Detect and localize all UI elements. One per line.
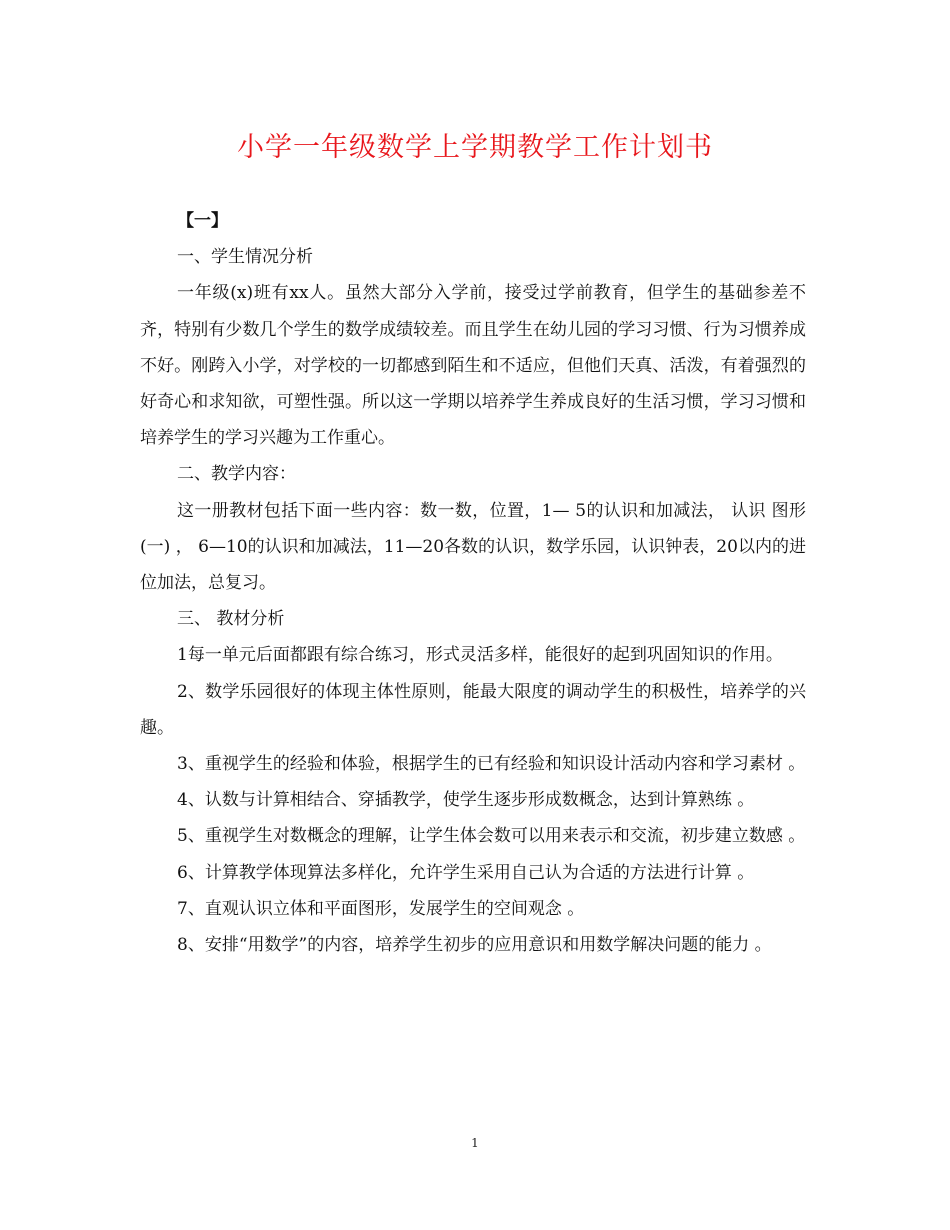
paragraph-student-analysis: 一年级(x)班有xx人。虽然大部分入学前，接受过学前教育，但学生的基础参差不齐，特别有少数几个学生的数学成绩较差。而且学生在幼儿园的学习习惯、行为习惯养成不好。刚跨入小学，对学校的一切都感到陌生和不适应，但他们天真、活泼，有着强烈的好奇心和求知欲，可塑性强。所以这一学期以培养学生养成良好的生活习惯，学习习惯和培养学生的学习兴趣为工作重心。	[140, 283, 806, 449]
section-marker: 【一】	[177, 211, 228, 231]
document-title: 小学一年级数学上学期教学工作计划书	[237, 132, 713, 163]
list-item-analysis-2: 2、数学乐园很好的体现主体性原则，能最大限度的调动学生的积极性，培养学的兴趣。	[140, 681, 806, 738]
list-item-analysis-1: 1每一单元后面都跟有综合练习，形式灵活多样，能很好的起到巩固知识的作用。	[177, 645, 783, 666]
section-heading-textbook-analysis: 三、 教材分析	[177, 609, 285, 630]
section-heading-student-analysis: 一、学生情况分析	[177, 247, 313, 268]
list-item-analysis-4: 4、认数与计算相结合、穿插教学，使学生逐步形成数概念，达到计算熟练 。	[177, 790, 755, 811]
list-item-analysis-8: 8、安排“用数学”的内容，培养学生初步的应用意识和用数学解决问题的能力 。	[177, 935, 772, 956]
list-item-analysis-3: 3、重视学生的经验和体验，根据学生的已有经验和知识设计活动内容和学习素材 。	[177, 754, 806, 775]
list-item-analysis-7: 7、直观认识立体和平面图形，发展学生的空间观念 。	[177, 898, 585, 919]
paragraph-teaching-content: 这一册教材包括下面一些内容：数一数，位置，1— 5的认识和加减法， 认识 图形(一) ， 6—10的认识和加减法，11—20各数的认识，数学乐园，认识钟表，20以内的进位加法，总复习。	[140, 500, 806, 594]
document-body	[140, 203, 806, 963]
list-item-analysis-6: 6、计算教学体现算法多样化，允许学生采用自己认为合适的方法进行计算 。	[177, 862, 755, 883]
list-item-analysis-5: 5、重视学生对数概念的理解，让学生体会数可以用来表示和交流，初步建立数感 。	[177, 826, 806, 847]
section-heading-teaching-content: 二、教学内容：	[177, 464, 296, 485]
page-number: 1	[471, 1136, 479, 1150]
